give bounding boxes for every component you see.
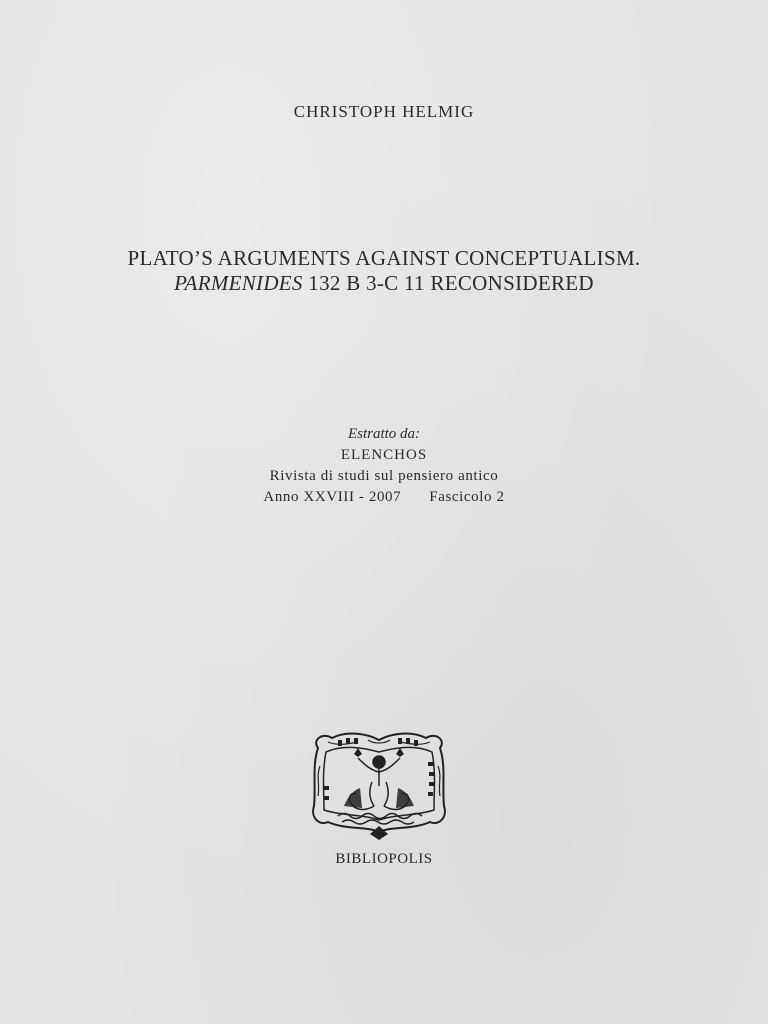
publisher-name: BIBLIOPOLIS — [335, 851, 433, 867]
title-italic-word: PARMENIDES — [174, 271, 303, 295]
journal-name: ELENCHOS — [340, 447, 428, 463]
issue-fascicle: Fascicolo 2 — [429, 489, 505, 505]
title-line-2 — [0, 271, 768, 296]
author-name: CHRISTOPH HELMIG — [293, 102, 475, 121]
issue-line — [0, 487, 768, 508]
title-line-1: PLATO’S ARGUMENTS AGAINST CONCEPTUALISM. — [127, 246, 641, 270]
extract-info — [0, 424, 768, 508]
journal-subtitle: Rivista di studi sul pensiero antico — [269, 468, 499, 484]
title-line-2-rest: 132 B 3-C 11 RECONSIDERED — [302, 271, 594, 295]
publisher-emblem-icon — [308, 726, 450, 846]
article-title — [0, 246, 768, 296]
issue-year: Anno XXVIII - 2007 — [263, 489, 402, 505]
extract-label: Estratto da: — [347, 426, 421, 442]
